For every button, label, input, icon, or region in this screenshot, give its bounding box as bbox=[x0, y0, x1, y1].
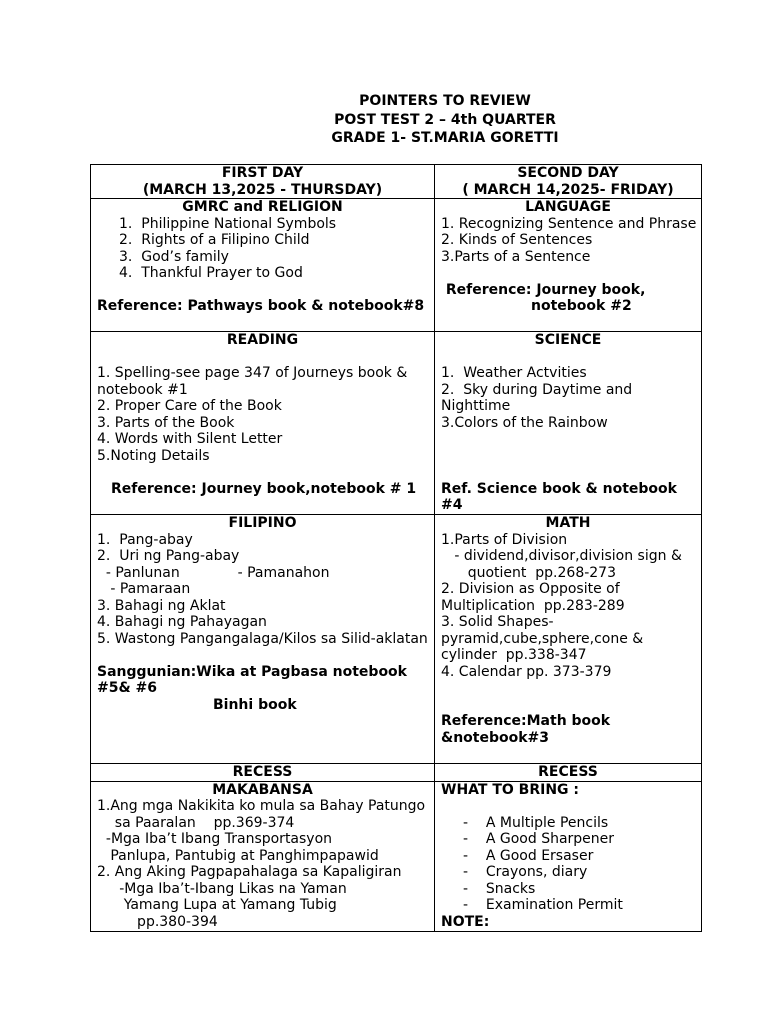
list-item: cylinder pp.338-347 bbox=[441, 647, 587, 663]
first-day-title: FIRST DAY bbox=[221, 165, 304, 181]
list-item: 1. Philippine National Symbols bbox=[119, 215, 337, 232]
list-item: 5. Wastong Pangangalaga/Kilos sa Silid-aklatan bbox=[97, 630, 428, 647]
list-item: - A Good Sharpener bbox=[463, 831, 615, 847]
list-item: - Panlunan - Pamanahon bbox=[97, 564, 330, 581]
reading-cell bbox=[91, 332, 435, 515]
list-item: - Crayons, diary bbox=[463, 864, 588, 880]
list-item: 2. Rights of a Filipino Child bbox=[119, 232, 310, 248]
science-cell bbox=[435, 332, 702, 515]
list-item: 1. Pang-abay bbox=[97, 531, 193, 548]
gmrc-cell bbox=[91, 199, 435, 332]
list-item: quotient pp.268-273 bbox=[441, 564, 616, 581]
filipino-reference-line-2: Binhi book bbox=[213, 696, 297, 713]
list-item: sa Paaralan pp.369-374 bbox=[97, 814, 295, 831]
recess-row bbox=[91, 764, 702, 782]
makabansa-title: MAKABANSA bbox=[212, 781, 313, 798]
list-item: pp.380-394 bbox=[97, 913, 218, 930]
list-item: Multiplication pp.283-289 bbox=[441, 597, 625, 614]
heading-line-3: GRADE 1- ST.MARIA GORETTI bbox=[331, 130, 559, 146]
list-item: pyramid,cube,sphere,cone & bbox=[441, 630, 644, 647]
list-item: 1. Recognizing Sentence and Phrase bbox=[441, 215, 697, 232]
list-item: - A Multiple Pencils bbox=[463, 814, 609, 831]
list-item: 1. Spelling-see page 347 of Journeys book & bbox=[97, 365, 408, 381]
list-item: -Mga Iba’t Ibang Transportasyon bbox=[97, 831, 333, 847]
subject-row-1 bbox=[91, 199, 702, 332]
filipino-reference-line-1: Sanggunian:Wika at Pagbasa notebook #5& #6 bbox=[97, 663, 407, 696]
list-item: 3. God’s family bbox=[119, 248, 229, 265]
filipino-title: FILIPINO bbox=[228, 515, 297, 531]
list-item: 2. Kinds of Sentences bbox=[441, 232, 593, 248]
recess-right: RECESS bbox=[435, 764, 702, 782]
science-title: SCIENCE bbox=[534, 332, 602, 348]
subject-row-3 bbox=[91, 515, 702, 764]
list-item: 2. Uri ng Pang-abay bbox=[97, 548, 240, 564]
what-to-bring-title: WHAT TO BRING : bbox=[441, 781, 579, 798]
gmrc-title: GMRC and RELIGION bbox=[182, 199, 343, 215]
list-item: 4. Words with Silent Letter bbox=[97, 431, 283, 447]
list-item: 2. Ang Aking Pagpapahalaga sa Kapaligiran bbox=[97, 864, 402, 880]
document-heading bbox=[255, 92, 635, 148]
language-title: LANGUAGE bbox=[525, 199, 611, 215]
note-label: NOTE: bbox=[441, 913, 490, 930]
filipino-cell bbox=[91, 515, 435, 764]
list-item: 2. Division as Opposite of bbox=[441, 581, 620, 597]
what-to-bring-cell bbox=[435, 781, 702, 931]
heading-line-2: POST TEST 2 – 4th QUARTER bbox=[334, 111, 556, 128]
list-item: - Snacks bbox=[463, 880, 536, 897]
list-item: - dividend,divisor,division sign & bbox=[441, 548, 682, 564]
list-item: 3. Bahagi ng Aklat bbox=[97, 597, 226, 614]
gmrc-reference: Reference: Pathways book & notebook#8 bbox=[97, 298, 425, 314]
list-item: notebook #1 bbox=[97, 381, 188, 398]
list-item: - Examination Permit bbox=[463, 897, 623, 913]
what-to-bring-list bbox=[441, 815, 695, 914]
first-day-header bbox=[91, 165, 435, 199]
list-item: 1.Ang mga Nakikita ko mula sa Bahay Patungo bbox=[97, 798, 426, 814]
day-header-row bbox=[91, 165, 702, 199]
list-item: 1. Weather Actvities bbox=[441, 365, 587, 381]
second-day-date: ( MARCH 14,2025- FRIDAY) bbox=[462, 181, 674, 198]
list-item: 1.Parts of Division bbox=[441, 531, 568, 548]
list-item: 5.Noting Details bbox=[97, 447, 210, 464]
list-item: 3. Solid Shapes- bbox=[441, 614, 554, 630]
subject-row-4 bbox=[91, 781, 702, 931]
list-item: 3. Parts of the Book bbox=[97, 414, 235, 431]
language-reference-line-1: Reference: Journey book, bbox=[441, 281, 646, 298]
heading-line-1: POINTERS TO REVIEW bbox=[359, 93, 531, 109]
list-item: - Pamaraan bbox=[97, 581, 191, 597]
first-day-date: (MARCH 13,2025 - THURSDAY) bbox=[142, 181, 383, 198]
math-cell bbox=[435, 515, 702, 764]
list-item: 4. Bahagi ng Pahayagan bbox=[97, 614, 267, 630]
reading-title: READING bbox=[226, 332, 299, 348]
subject-row-2 bbox=[91, 332, 702, 515]
makabansa-cell bbox=[91, 781, 435, 931]
reading-reference: Reference: Journey book,notebook # 1 bbox=[111, 480, 417, 497]
math-title: MATH bbox=[545, 515, 591, 531]
list-item: 2. Proper Care of the Book bbox=[97, 398, 282, 414]
math-reference: Reference:Math book &notebook#3 bbox=[441, 713, 611, 746]
recess-left: RECESS bbox=[91, 764, 435, 782]
language-cell bbox=[435, 199, 702, 332]
list-item: - A Good Ersaser bbox=[463, 847, 594, 864]
language-reference-line-2: notebook #2 bbox=[531, 298, 632, 314]
list-item: 3.Colors of the Rainbow bbox=[441, 414, 608, 431]
second-day-header bbox=[435, 165, 702, 199]
list-item: 2. Sky during Daytime and bbox=[441, 381, 633, 398]
list-item: 3.Parts of a Sentence bbox=[441, 248, 591, 265]
list-item: Yamang Lupa at Yamang Tubig bbox=[97, 897, 337, 913]
schedule-table bbox=[90, 164, 702, 932]
second-day-title: SECOND DAY bbox=[517, 165, 619, 181]
list-item: 4. Calendar pp. 373-379 bbox=[441, 663, 612, 680]
list-item: -Mga Iba’t-Ibang Likas na Yaman bbox=[97, 880, 347, 897]
science-reference: Ref. Science book & notebook #4 bbox=[441, 480, 677, 513]
list-item: 4. Thankful Prayer to God bbox=[119, 265, 303, 281]
gmrc-list bbox=[97, 216, 428, 282]
list-item: Nighttime bbox=[441, 398, 511, 414]
list-item: Panlupa, Pantubig at Panghimpapawid bbox=[97, 847, 379, 864]
